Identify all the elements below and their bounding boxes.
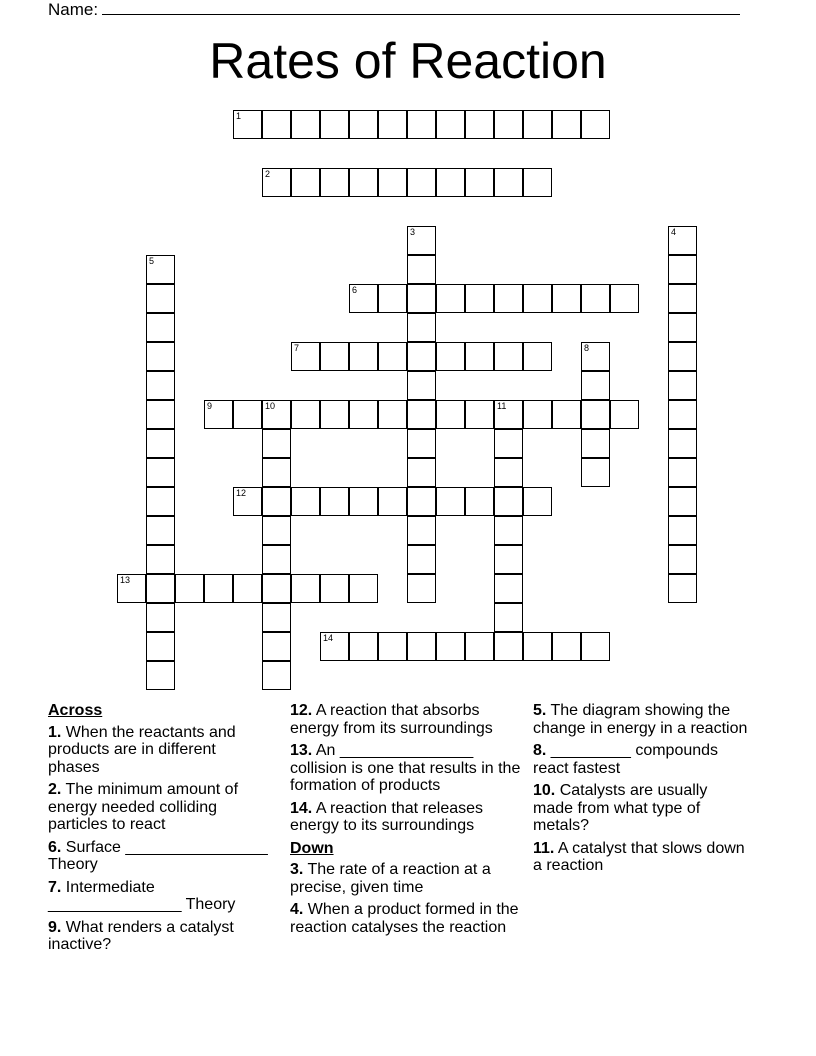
- down-clue: 3. The rate of a reaction at a precise, given time: [290, 861, 491, 896]
- grid-cell[interactable]: [146, 429, 175, 458]
- grid-cell[interactable]: [146, 371, 175, 400]
- grid-cell[interactable]: [262, 574, 291, 603]
- grid-cell[interactable]: [291, 400, 320, 429]
- clue-number: 4: [671, 227, 677, 237]
- grid-cell[interactable]: [465, 487, 494, 516]
- grid-cell[interactable]: [146, 487, 175, 516]
- grid-cell[interactable]: [378, 168, 407, 197]
- across-heading: Across: [48, 702, 103, 719]
- down-clue: 4. When a product formed in the reaction catalyses the reaction: [290, 901, 519, 936]
- grid-cell[interactable]: [668, 516, 697, 545]
- grid-cell[interactable]: [581, 429, 610, 458]
- grid-cell[interactable]: [581, 632, 610, 661]
- across-clue: 2. The minimum amount of energy needed colliding particles to react: [48, 781, 239, 833]
- grid-cell[interactable]: [378, 342, 407, 371]
- grid-cell[interactable]: [320, 574, 349, 603]
- grid-cell[interactable]: [146, 661, 175, 690]
- across-clue: 13. An _______________ collision is one that results in the formation of products: [290, 742, 521, 794]
- grid-cell[interactable]: [581, 400, 610, 429]
- grid-cell[interactable]: [552, 400, 581, 429]
- down-clue: 10. Catalysts are usually made from what type of metals?: [533, 782, 708, 834]
- grid-cell[interactable]: [552, 284, 581, 313]
- grid-cell[interactable]: [494, 632, 523, 661]
- grid-cell[interactable]: [581, 371, 610, 400]
- grid-cell[interactable]: [668, 458, 697, 487]
- grid-cell[interactable]: [262, 458, 291, 487]
- grid-cell[interactable]: [523, 342, 552, 371]
- grid-cell[interactable]: [668, 255, 697, 284]
- clues-column-2: [290, 702, 522, 941]
- grid-cell[interactable]: [436, 487, 465, 516]
- grid-cell[interactable]: [378, 110, 407, 139]
- grid-cell[interactable]: [233, 574, 262, 603]
- grid-cell[interactable]: [262, 400, 291, 429]
- grid-cell[interactable]: [407, 226, 436, 255]
- grid-cell[interactable]: [407, 110, 436, 139]
- grid-cell[interactable]: [668, 313, 697, 342]
- grid-cell[interactable]: [262, 168, 291, 197]
- grid-cell[interactable]: [320, 110, 349, 139]
- grid-cell[interactable]: [668, 429, 697, 458]
- grid-cell[interactable]: [668, 545, 697, 574]
- grid-cell[interactable]: [146, 284, 175, 313]
- grid-cell[interactable]: [668, 226, 697, 255]
- grid-cell[interactable]: [610, 400, 639, 429]
- grid-cell[interactable]: [262, 110, 291, 139]
- grid-cell[interactable]: [407, 574, 436, 603]
- grid-cell[interactable]: [146, 313, 175, 342]
- grid-cell[interactable]: [146, 603, 175, 632]
- grid-cell[interactable]: [436, 168, 465, 197]
- grid-cell[interactable]: [494, 342, 523, 371]
- grid-cell[interactable]: [494, 110, 523, 139]
- grid-cell[interactable]: [146, 574, 175, 603]
- grid-cell[interactable]: [668, 574, 697, 603]
- clue-number: 5: [149, 256, 155, 266]
- grid-cell[interactable]: [233, 110, 262, 139]
- page-title: Rates of Reaction: [209, 33, 607, 89]
- grid-cell[interactable]: [146, 255, 175, 284]
- grid-cell[interactable]: [407, 487, 436, 516]
- grid-cell[interactable]: [320, 168, 349, 197]
- grid-cell[interactable]: [146, 632, 175, 661]
- clue-number: 12: [236, 488, 247, 498]
- grid-cell[interactable]: [320, 632, 349, 661]
- grid-cell[interactable]: [668, 400, 697, 429]
- grid-cell[interactable]: [378, 632, 407, 661]
- grid-cell[interactable]: [262, 632, 291, 661]
- grid-cell[interactable]: [117, 574, 146, 603]
- grid-cell[interactable]: [581, 458, 610, 487]
- grid-cell[interactable]: [494, 516, 523, 545]
- grid-cell[interactable]: [320, 342, 349, 371]
- grid-cell[interactable]: [262, 516, 291, 545]
- down-clue: 5. The diagram showing the change in energy in a reaction: [533, 702, 748, 737]
- clues-column-1: [48, 702, 268, 959]
- grid-cell[interactable]: [262, 487, 291, 516]
- grid-cell[interactable]: [465, 284, 494, 313]
- grid-cell[interactable]: [146, 545, 175, 574]
- grid-cell[interactable]: [436, 342, 465, 371]
- grid-cell[interactable]: [407, 545, 436, 574]
- clue-number: 11: [497, 401, 507, 411]
- grid-cell[interactable]: [436, 110, 465, 139]
- grid-cell[interactable]: [146, 342, 175, 371]
- grid-cell[interactable]: [378, 400, 407, 429]
- grid-cell[interactable]: [349, 110, 378, 139]
- grid-cell[interactable]: [349, 574, 378, 603]
- grid-cell[interactable]: [494, 603, 523, 632]
- grid-cell[interactable]: [494, 574, 523, 603]
- grid-cell[interactable]: [349, 342, 378, 371]
- across-clue: 1. When the reactants and products are in different phases: [48, 723, 236, 776]
- clue-number: 10: [265, 401, 276, 411]
- grid-cell[interactable]: [349, 284, 378, 313]
- across-clue: 7. Intermediate _______________ Theory: [48, 878, 236, 913]
- grid-cell[interactable]: [291, 168, 320, 197]
- grid-cell[interactable]: [262, 429, 291, 458]
- grid-cell[interactable]: [436, 400, 465, 429]
- grid-cell[interactable]: [407, 313, 436, 342]
- grid-cell[interactable]: [407, 516, 436, 545]
- grid-cell[interactable]: [320, 400, 349, 429]
- grid-cell[interactable]: [378, 487, 407, 516]
- clue-number: 6: [352, 285, 358, 295]
- grid-cell[interactable]: [146, 458, 175, 487]
- grid-cell[interactable]: [523, 400, 552, 429]
- clue-number: 7: [294, 343, 300, 353]
- grid-cell[interactable]: [407, 255, 436, 284]
- grid-cell[interactable]: [523, 487, 552, 516]
- grid-cell[interactable]: [407, 371, 436, 400]
- grid-cell[interactable]: [465, 342, 494, 371]
- clue-number: 13: [120, 575, 131, 585]
- grid-cell[interactable]: [349, 168, 378, 197]
- down-heading: Down: [290, 839, 334, 857]
- grid-cell[interactable]: [349, 400, 378, 429]
- grid-cell[interactable]: [349, 487, 378, 516]
- grid-cell[interactable]: [204, 400, 233, 429]
- grid-cell[interactable]: [436, 632, 465, 661]
- grid-cell[interactable]: [494, 284, 523, 313]
- clue-number: 1: [236, 111, 242, 121]
- clue-number: 3: [410, 227, 416, 237]
- down-clue: 11. A catalyst that slows down a reaction: [533, 839, 745, 874]
- across-clue: 9. What renders a catalyst inactive?: [48, 918, 234, 953]
- grid-cell[interactable]: [552, 632, 581, 661]
- grid-cell[interactable]: [552, 110, 581, 139]
- name-label: Name:: [48, 0, 99, 19]
- grid-cell[interactable]: [494, 545, 523, 574]
- grid-cell[interactable]: [262, 661, 291, 690]
- grid-cell[interactable]: [465, 400, 494, 429]
- grid-cell[interactable]: [378, 284, 407, 313]
- grid-cell[interactable]: [436, 284, 465, 313]
- grid-cell[interactable]: [407, 632, 436, 661]
- clue-number: 9: [207, 401, 213, 411]
- grid-cell[interactable]: [349, 632, 378, 661]
- grid-cell[interactable]: [407, 400, 436, 429]
- grid-cell[interactable]: [494, 400, 523, 429]
- grid-cell[interactable]: [175, 574, 204, 603]
- grid-cell[interactable]: [262, 545, 291, 574]
- grid-cell[interactable]: [407, 284, 436, 313]
- grid-cell[interactable]: [465, 632, 494, 661]
- grid-cell[interactable]: [523, 110, 552, 139]
- grid-cell[interactable]: [407, 168, 436, 197]
- grid-cell[interactable]: [668, 487, 697, 516]
- grid-cell[interactable]: [668, 342, 697, 371]
- clue-number: 2: [265, 169, 271, 179]
- clues-column-3: [533, 702, 748, 880]
- grid-cell[interactable]: [610, 284, 639, 313]
- clue-number: 14: [323, 633, 334, 643]
- grid-cell[interactable]: [407, 429, 436, 458]
- grid-cell[interactable]: [291, 342, 320, 371]
- grid-cell[interactable]: [465, 110, 494, 139]
- grid-cell[interactable]: [581, 110, 610, 139]
- down-clue: 8. _________ compounds react fastest: [533, 742, 719, 777]
- grid-cell[interactable]: [407, 458, 436, 487]
- grid-cell[interactable]: [204, 574, 233, 603]
- grid-cell[interactable]: [523, 284, 552, 313]
- grid-cell[interactable]: [494, 487, 523, 516]
- grid-cell[interactable]: [465, 168, 494, 197]
- grid-cell[interactable]: [320, 487, 349, 516]
- grid-cell[interactable]: [523, 168, 552, 197]
- grid-cell[interactable]: [291, 574, 320, 603]
- grid-cell[interactable]: [233, 400, 262, 429]
- grid-cell[interactable]: [668, 284, 697, 313]
- grid-cell[interactable]: [146, 516, 175, 545]
- grid-cell[interactable]: [291, 487, 320, 516]
- grid-cell[interactable]: [233, 487, 262, 516]
- grid-cell[interactable]: [523, 632, 552, 661]
- grid-cell[interactable]: [581, 342, 610, 371]
- grid-cell[interactable]: [494, 458, 523, 487]
- across-clue: 14. A reaction that releases energy to its surroundings: [290, 799, 484, 834]
- grid-cell[interactable]: [291, 110, 320, 139]
- grid-cell[interactable]: [581, 284, 610, 313]
- grid-cell[interactable]: [262, 603, 291, 632]
- grid-cell[interactable]: [668, 371, 697, 400]
- across-clue: 6. Surface ________________ Theory: [48, 838, 268, 873]
- grid-cell[interactable]: [494, 429, 523, 458]
- across-clue: 12. A reaction that absorbs energy from its surroundings: [290, 702, 493, 737]
- grid-cell[interactable]: [407, 342, 436, 371]
- grid-cell[interactable]: [146, 400, 175, 429]
- clue-number: 8: [584, 343, 590, 353]
- grid-cell[interactable]: [494, 168, 523, 197]
